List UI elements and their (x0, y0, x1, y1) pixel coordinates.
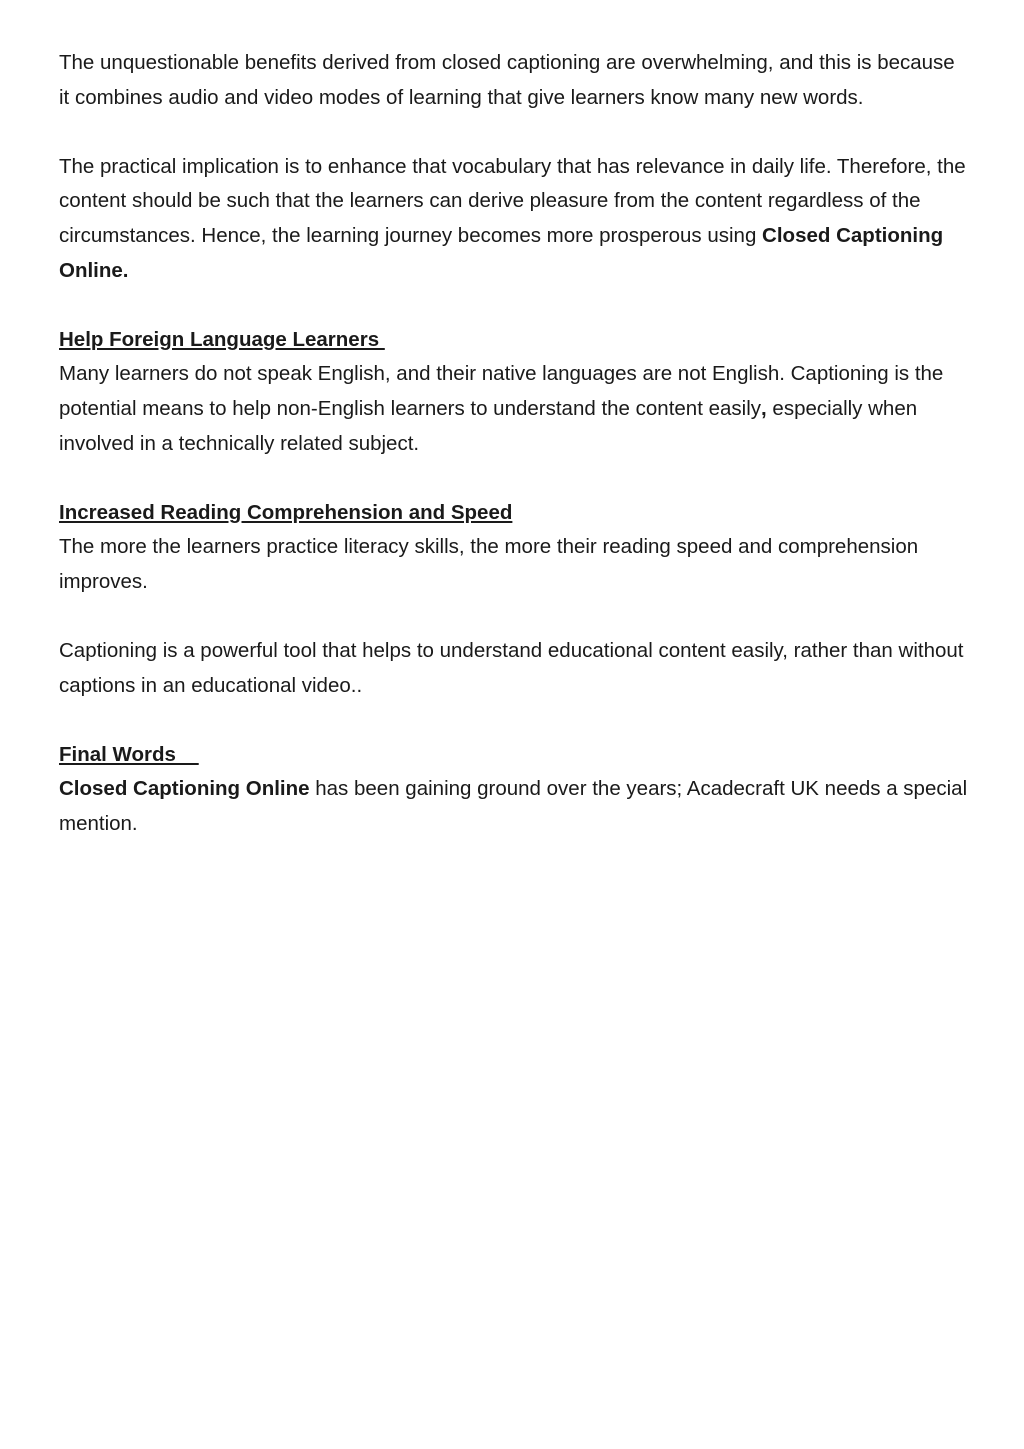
intro-paragraph-2-bold: Closed Captioning Online. (59, 223, 944, 282)
heading-reading-comprehension: Increased Reading Comprehension and Speed (59, 500, 513, 524)
intro-paragraph-2 (59, 150, 969, 288)
intro-paragraph-2-text: The practical implication is to enhance that vocabulary that has relevance in daily life. Therefore, the content should be such that the learners can derive pleasure from the content regardless of the circumstances. Hence, the learning journey becomes more prosperous using (59, 154, 966, 247)
reading-paragraph-2: Captioning is a powerful tool that helps to understand educational content easily, rather than without captions in an educational video.. (59, 639, 964, 697)
final-words-paragraph-bold: Closed Captioning Online (59, 777, 310, 801)
final-words-paragraph (59, 772, 969, 841)
heading-final-words: Final Words (59, 742, 199, 766)
document-page (59, 46, 969, 842)
heading-foreign-language-learners: Help Foreign Language Learners (59, 327, 385, 351)
foreign-language-paragraph-text-a: Many learners do not speak English, and their native languages are not English. Captioning is the potential means to help non-English learners to understand the content easily (59, 362, 944, 420)
intro-paragraph-1: The unquestionable benefits derived from closed captioning are overwhelming, and this is because it combines audio and video modes of learning that give learners know many new words. (59, 51, 955, 109)
reading-paragraph-1: The more the learners practice literacy skills, the more their reading speed and comprehension improves. (59, 535, 919, 593)
final-words-paragraph-text: has been gaining ground over the years; Acadecraft UK needs a special mention. (59, 777, 968, 836)
foreign-language-paragraph-text-b: especially when involved in a technically related subject. (59, 396, 918, 455)
foreign-language-paragraph (59, 357, 969, 461)
foreign-language-paragraph-comma: , (761, 396, 767, 420)
